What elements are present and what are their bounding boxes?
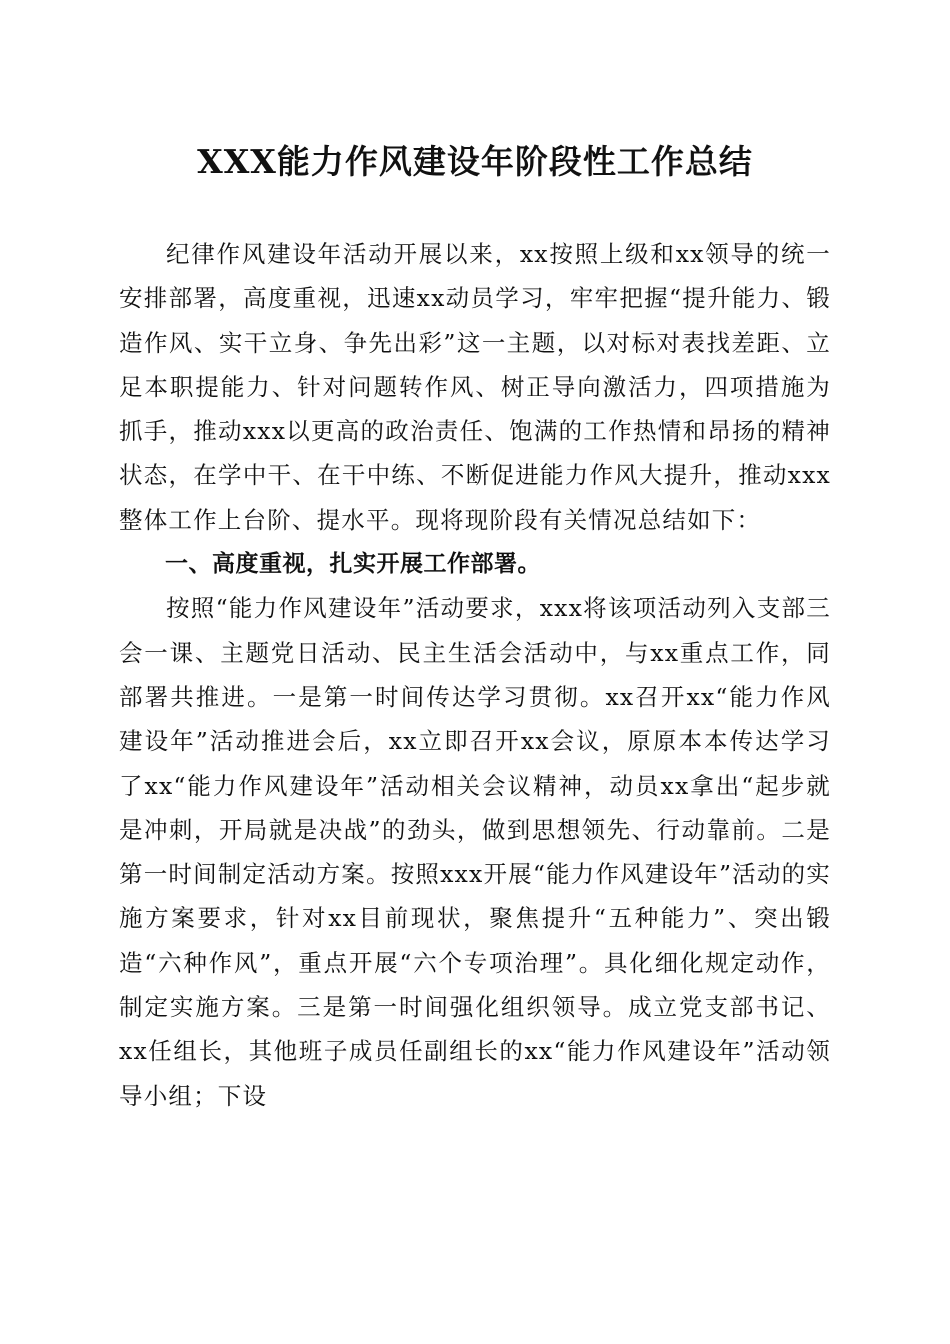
intro-paragraph: 纪律作风建设年活动开展以来，xx按照上级和xx领导的统一安排部署，高度重视，迅速xx动员学习，牢牢把握“提升能力、锻造作风、实干立身、争先出彩”这一主题，以对标对表找差距、立足本职提能力、针对问题转作风、树正导向激活力，四项措施为抓手，推动xxx以更高的政治责任、饱满的工作热情和昂扬的精神状态，在学中干、在干中练、不断促进能力作风大提升，推动xxx整体工作上台阶、提水平。现将现阶段有关情况总结如下： [119,240,831,534]
section-1-paragraph: 按照“能力作风建设年”活动要求，xxx将该项活动列入支部三会一课、主题党日活动、民主生活会活动中，与xx重点工作，同部署共推进。一是第一时间传达学习贯彻。xx召开xx“能力作风建设年”活动推进会后，xx立即召开xx会议，原原本本传达学习了xx“能力作风建设年”活动相关会议精神，动员xx拿出“起步就是冲刺，开局就是决战”的劲头，做到思想领先、行动靠前。二是第一时间制定活动方案。按照xxx开展“能力作风建设年”活动的实施方案要求，针对xx目前现状，聚焦提升“五种能力”、突出锻造“六种作风”，重点开展“六个专项治理”。具化细化规定动作，制定实施方案。三是第一时间强化组织领导。成立党支部书记、xx任组长，其他班子成员任副组长的xx“能力作风建设年”活动领导小组；下设 [119,594,831,1110]
document-title: XXX能力作风建设年阶段性工作总结 [197,142,753,181]
section-1-heading: 一、高度重视，扎实开展工作部署。 [165,551,541,578]
document-body [119,232,831,1118]
